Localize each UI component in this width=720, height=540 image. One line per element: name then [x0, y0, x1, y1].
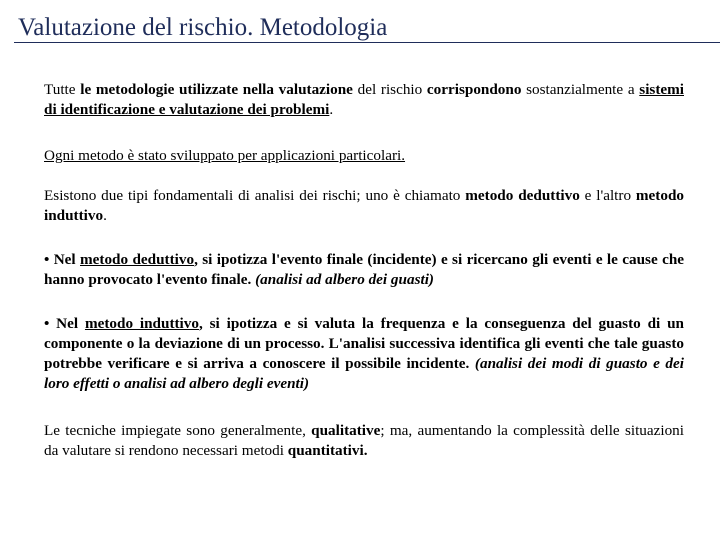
paragraph-analysis-types — [44, 186, 684, 226]
text-run: Le tecniche impiegate sono generalmente, — [44, 422, 312, 439]
emphasis-text: qualitative — [311, 422, 381, 439]
emphasis-text: le metodologie utilizzate nella valutazione — [80, 81, 353, 98]
text-run: . — [103, 207, 107, 224]
text-run: , si ipotizza l'evento finale (incidente) e si ricercano gli eventi e le cause che hanno provocato l'evento finale. — [44, 251, 685, 288]
underlined-emphasis: sistemi di identificazione e valutazione dei problemi — [44, 81, 684, 118]
italic-note: (analisi dei modi di guasto e dei loro effetti o analisi ad albero degli eventi) — [44, 355, 684, 392]
paragraph-methodologies — [44, 80, 684, 120]
bullet-deductive-method — [44, 250, 684, 290]
text-run: , si ipotizza e si valuta la frequenza e la conseguenza del guasto di un componente o la deviazione di un processo. L'analisi successiva identifica gli eventi che tale guasto potrebbe verificare e si arriva a conoscere il possibile incidente. — [44, 315, 684, 372]
paragraph-applications: Ogni metodo è stato sviluppato per applicazioni particolari. — [44, 147, 406, 164]
text-run: Esistono due tipi fondamentali di analisi dei rischi; uno è chiamato — [44, 187, 466, 204]
text-run: sostanzialmente a — [521, 81, 640, 98]
text-run: • Nel — [44, 251, 80, 268]
text-run: . — [329, 101, 334, 118]
emphasis-text: corrispondono — [426, 81, 522, 98]
text-run: ; ma, aumentando la complessità delle situazioni da valutare si rendono necessari metodi — [44, 422, 684, 459]
emphasis-text: quantitativi. — [287, 442, 368, 459]
text-run: Tutte — [44, 81, 81, 98]
emphasis-text: metodo deduttivo — [465, 187, 580, 204]
italic-note: (analisi ad albero dei guasti) — [255, 271, 434, 288]
text-run: del rischio — [352, 81, 427, 98]
emphasis-text: metodo induttivo — [44, 187, 684, 224]
bullet-inductive-method — [44, 314, 684, 394]
paragraph-techniques — [44, 421, 684, 461]
text-run: e l'altro — [579, 187, 636, 204]
title-underline — [14, 42, 720, 43]
underlined-term: metodo deduttivo — [80, 251, 195, 268]
slide-body — [44, 80, 684, 461]
text-run: • Nel — [44, 315, 85, 332]
underlined-term: metodo induttivo — [84, 315, 199, 332]
slide-title: Valutazione del rischio. Metodologia — [18, 14, 388, 41]
